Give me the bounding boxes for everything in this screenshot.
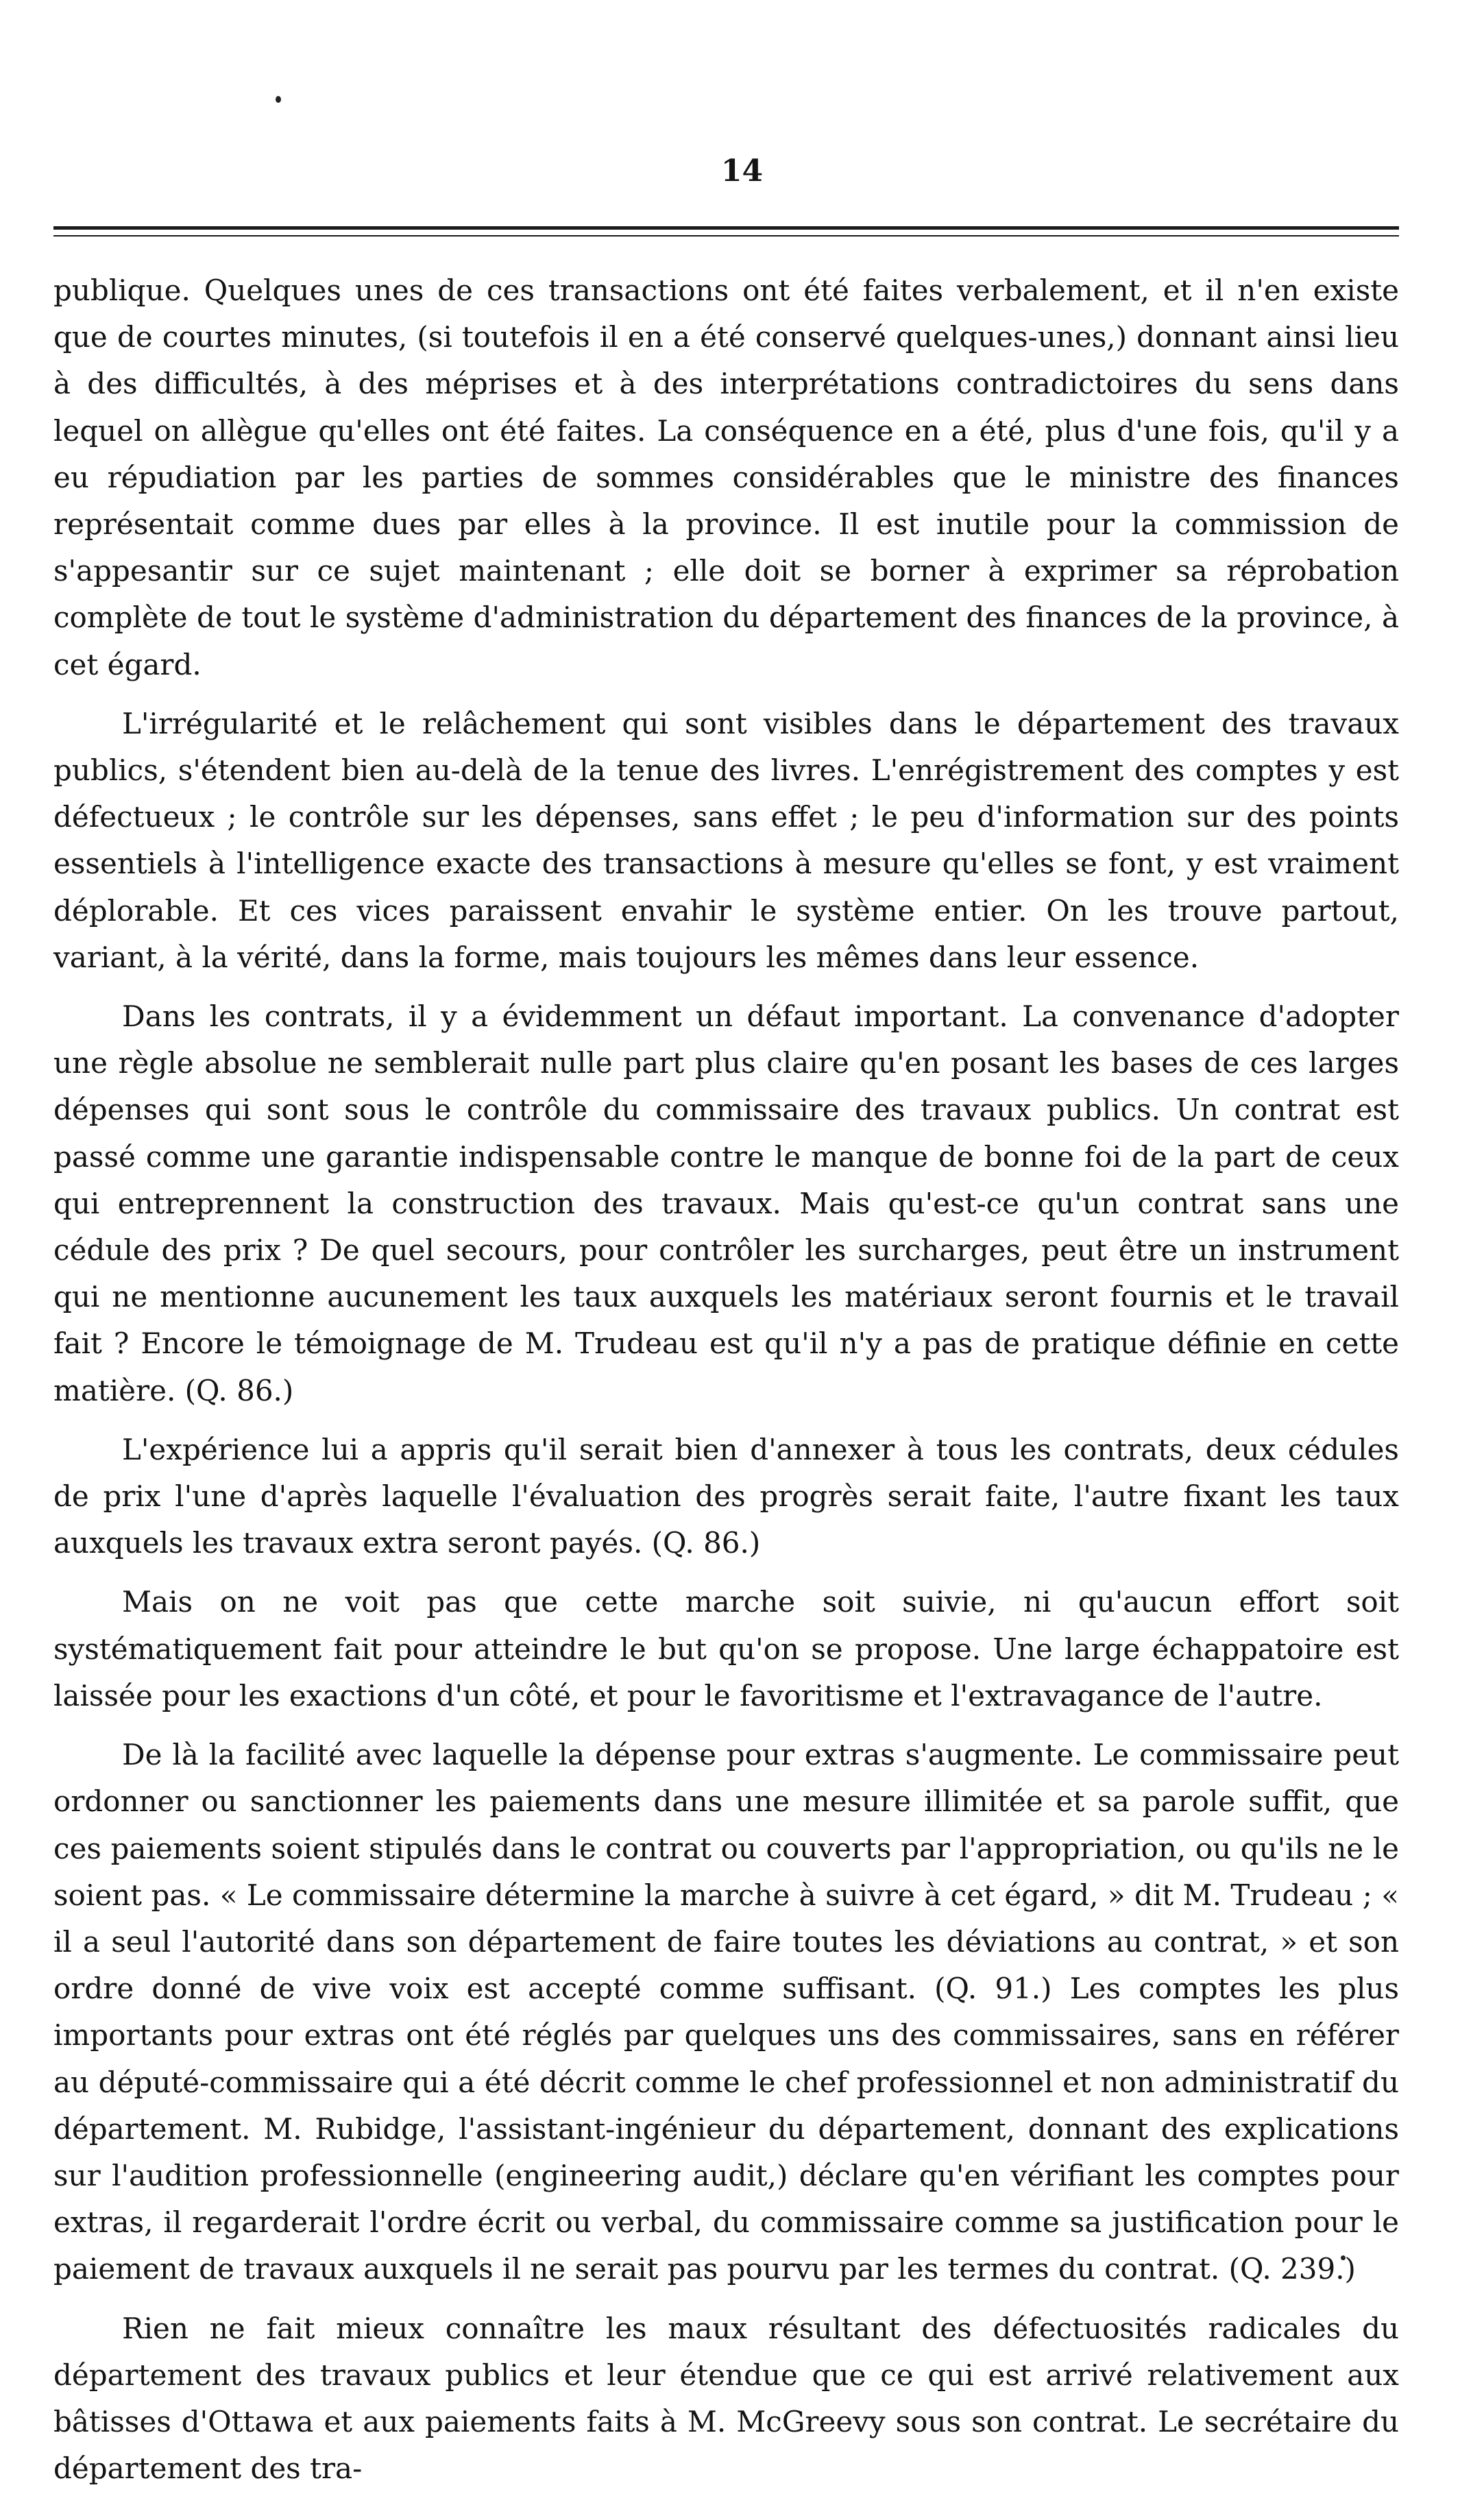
header-rule-thin: [53, 235, 1399, 237]
page-number: 14: [720, 154, 764, 189]
paragraph: Dans les contrats, il y a évidemment un défaut important. La convenance d'adopter une règle absolue ne semblerait nulle part plus claire qu'en posant les bases de ces larges dépenses qui sont sous le contrôle du commissaire des travaux publics. Un contrat est passé comme une garantie indispensable contre le manque de bonne foi de la part de ceux qui entreprennent la construction des travaux. Mais qu'est-ce qu'un contrat sans une cédule des prix ? De quel secours, pour contrôler les surcharges, peut être un instrument qui ne mentionne aucunement les taux auxquels les matériaux seront fournis et le travail fait ? Encore le témoignage de M. Trudeau est qu'il n'y a pas de pratique définie en cette matière. (Q. 86.): [53, 1000, 1399, 1407]
header-rule-thick: [53, 226, 1399, 230]
paragraph: publique. Quelques unes de ces transactions ont été faites verbalement, et il n'en existe que de courtes minutes, (si toutefois il en a été conservé quelques-unes,) donnant ainsi lieu à des difficultés, à des méprises et à des interprétations contradictoires du sens dans lequel on allègue qu'elles ont été faites. La conséquence en a été, plus d'une fois, qu'il y a eu répudiation par les parties de sommes considérables que le ministre des finances représentait comme dues par elles à la province. Il est inutile pour la commission de s'appesantir sur ce sujet maintenant ; elle doit se borner à exprimer sa réprobation complète de tout le système d'administration du département des finances de la province, à cet égard.: [53, 274, 1399, 681]
paragraph: L'irrégularité et le relâchement qui sont visibles dans le département des travaux publics, s'étendent bien au-delà de la tenue des livres. L'enrégistrement des comptes y est défectueux ; le contrôle sur les dépenses, sans effet ; le peu d'information sur des points essentiels à l'intelligence exacte des transactions à mesure qu'elles se font, y est vraiment déplorable. Et ces vices paraissent envahir le système entier. On les trouve partout, variant, à la vérité, dans la forme, mais toujours les mêmes dans leur essence.: [53, 706, 1399, 974]
paragraph: Rien ne fait mieux connaître les maux résultant des défectuosités radicales du département des travaux publics et leur étendue que ce qui est arrivé relativement aux bâtisses d'Ottawa et aux paiements faits à M. McGreevy sous son contrat. Le secrétaire du département des tra-: [53, 2311, 1399, 2486]
paragraph: De là la facilité avec laquelle la dépense pour extras s'augmente. Le commissaire peut ordonner ou sanctionner les paiements dans une mesure illimitée et sa parole suffit, que ces paiements soient stipulés dans le contrat ou couverts par l'appropriation, ou qu'ils ne le soient pas. « Le commissaire détermine la marche à suivre à cet égard, » dit M. Trudeau ; « il a seul l'autorité dans son département de faire toutes les déviations au contrat, » et son ordre donné de vive voix est accepté comme suffisant. (Q. 91.) Les comptes les plus importants pour extras ont été réglés par quelques uns des commissaires, sans en référer au député-commissaire qui a été décrit comme le chef professionnel et non administratif du département. M. Rubidge, l'assistant-ingénieur du département, donnant des explications sur l'audition professionnelle (engineering audit,) déclare qu'en vérifiant les comptes pour extras, il regarderait l'ordre écrit ou verbal, du commissaire comme sa justification pour le paiement de travaux auxquels il ne serait pas pourvu par les termes du contrat. (Q. 239.): [53, 1738, 1399, 2286]
text-body: [53, 267, 1399, 2492]
paragraph: L'expérience lui a appris qu'il serait bien d'annexer à tous les contrats, deux cédules de prix l'une d'après laquelle l'évaluation des progrès serait faite, l'autre fixant les taux auxquels les travaux extra seront payés. (Q. 86.): [53, 1432, 1399, 1560]
paragraph: Mais on ne voit pas que cette marche soit suivie, ni qu'aucun effort soit systématiquement fait pour atteindre le but qu'on se propose. Une large échappatoire est laissée pour les exactions d'un côté, et pour le favoritisme et l'extravagance de l'autre.: [53, 1585, 1399, 1712]
